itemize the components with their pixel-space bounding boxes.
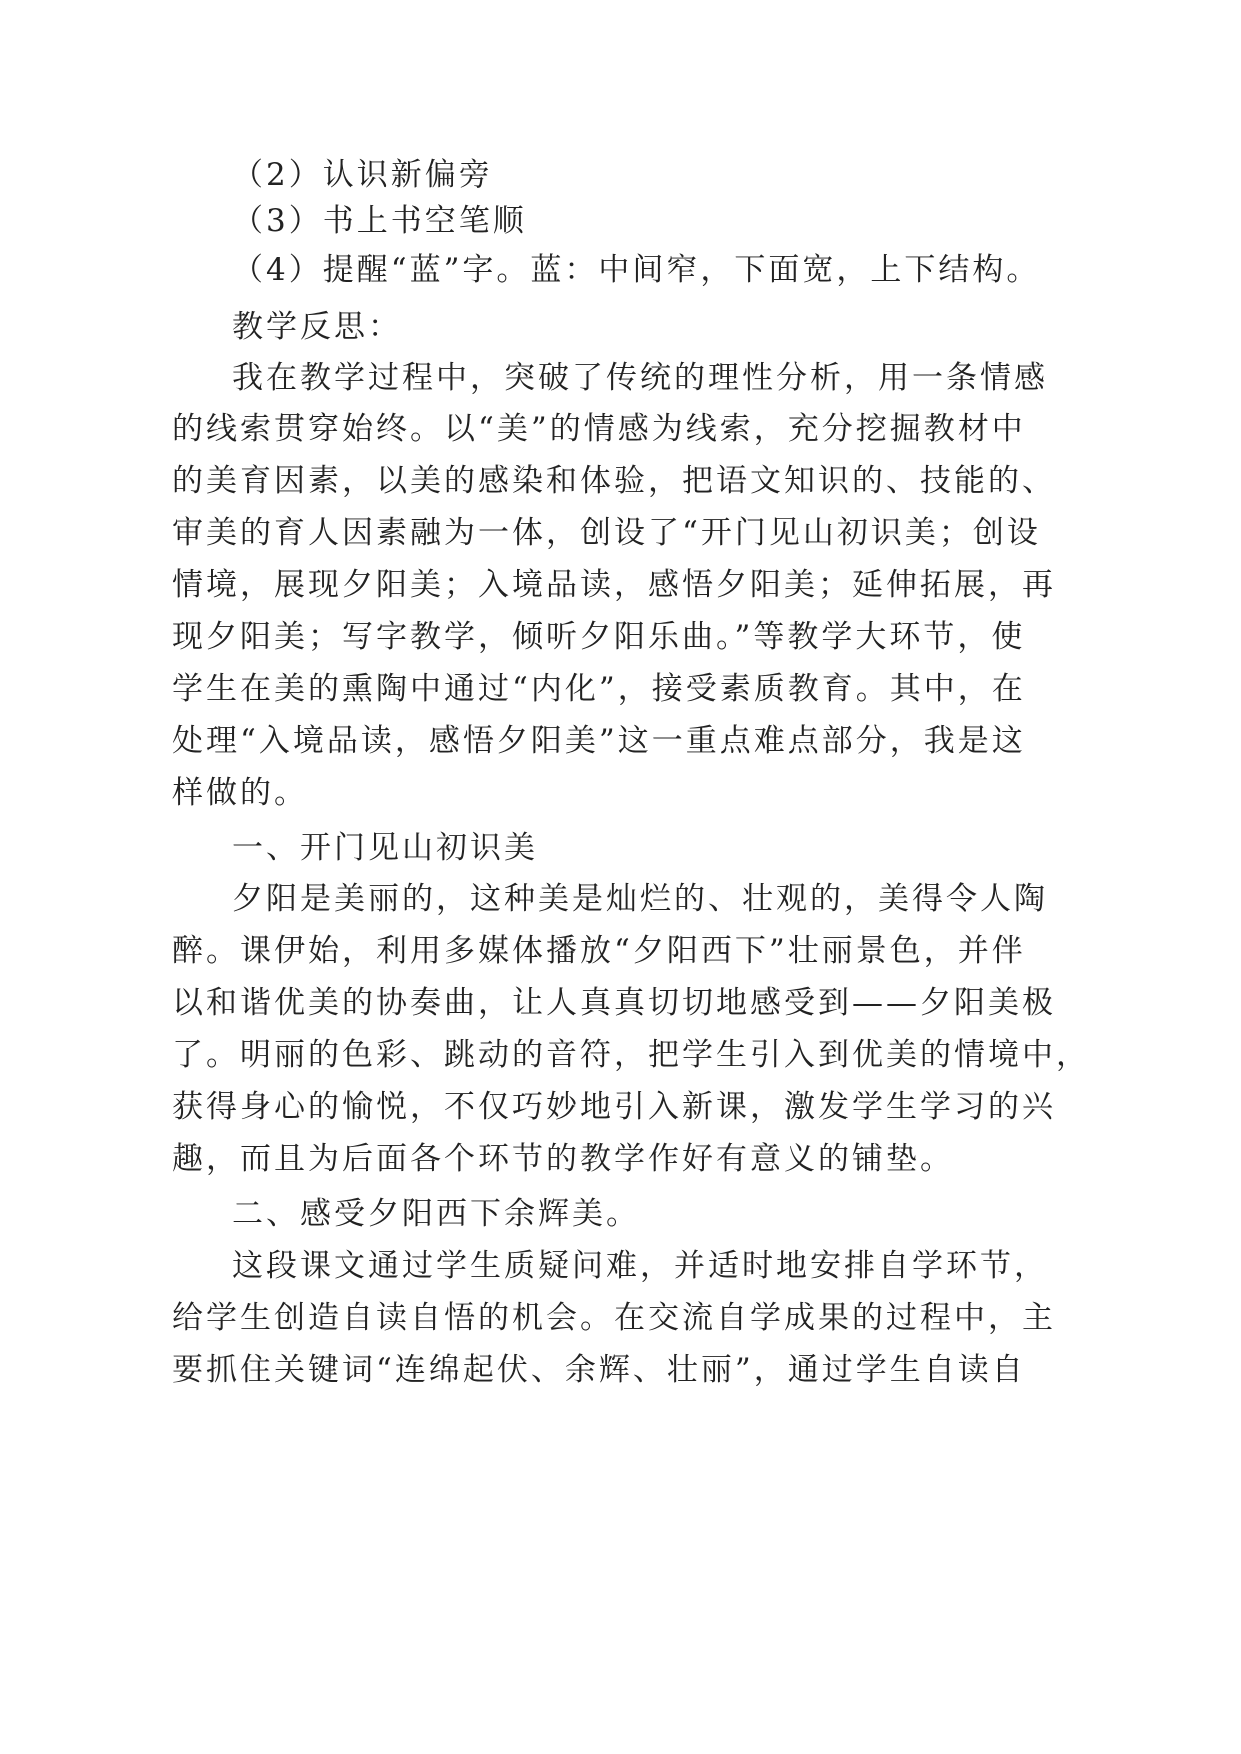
text-line: 这段课文通过学生质疑问难，并适时地安排自学环节， bbox=[232, 1248, 1048, 1284]
text-line: 处理“入境品读，感悟夕阳美”这一重点难点部分，我是这 bbox=[172, 723, 1026, 759]
text-line: 我在教学过程中，突破了传统的理性分析，用一条情感 bbox=[232, 360, 1048, 396]
text-line: 要抓住关键词“连绵起伏、余辉、壮丽”，通过学生自读自 bbox=[172, 1352, 1026, 1388]
text-line: 学生在美的熏陶中通过“内化”，接受素质教育。其中，在 bbox=[172, 671, 1026, 707]
text-line: 的美育因素，以美的感染和体验，把语文知识的、技能的、 bbox=[172, 463, 1056, 499]
text-line: 现夕阳美；写字教学，倾听夕阳乐曲。”等教学大环节，使 bbox=[172, 619, 1026, 655]
text-line: 样做的。 bbox=[172, 775, 308, 811]
section-heading: 一、开门见山初识美 bbox=[232, 830, 538, 866]
text-line: 趣，而且为后面各个环节的教学作好有意义的铺垫。 bbox=[172, 1141, 954, 1177]
section-heading: 教学反思： bbox=[232, 309, 402, 345]
text-line: （4）提醒“蓝”字。蓝：中间窄，下面宽，上下结构。 bbox=[232, 252, 1041, 288]
text-line: 获得身心的愉悦，不仅巧妙地引入新课，激发学生学习的兴 bbox=[172, 1089, 1056, 1125]
text-line: 审美的育人因素融为一体，创设了“开门见山初识美；创设 bbox=[172, 515, 1041, 551]
text-line: 给学生创造自读自悟的机会。在交流自学成果的过程中，主 bbox=[172, 1300, 1056, 1336]
text-line: 了。明丽的色彩、跳动的音符，把学生引入到优美的情境中， bbox=[172, 1037, 1090, 1073]
section-heading: 二、感受夕阳西下余辉美。 bbox=[232, 1196, 640, 1232]
text-line: 以和谐优美的协奏曲，让人真真切切地感受到——夕阳美极 bbox=[172, 985, 1056, 1021]
text-line: 的线索贯穿始终。以“美”的情感为线索，充分挖掘教材中 bbox=[172, 411, 1026, 447]
text-line: （3）书上书空笔顺 bbox=[232, 203, 527, 239]
text-line: （2）认识新偏旁 bbox=[232, 157, 493, 193]
text-line: 情境，展现夕阳美；入境品读，感悟夕阳美；延伸拓展，再 bbox=[172, 567, 1056, 603]
text-line: 夕阳是美丽的，这种美是灿烂的、壮观的，美得令人陶 bbox=[232, 881, 1048, 917]
text-line: 醉。课伊始，利用多媒体播放“夕阳西下”壮丽景色，并伴 bbox=[172, 933, 1026, 969]
